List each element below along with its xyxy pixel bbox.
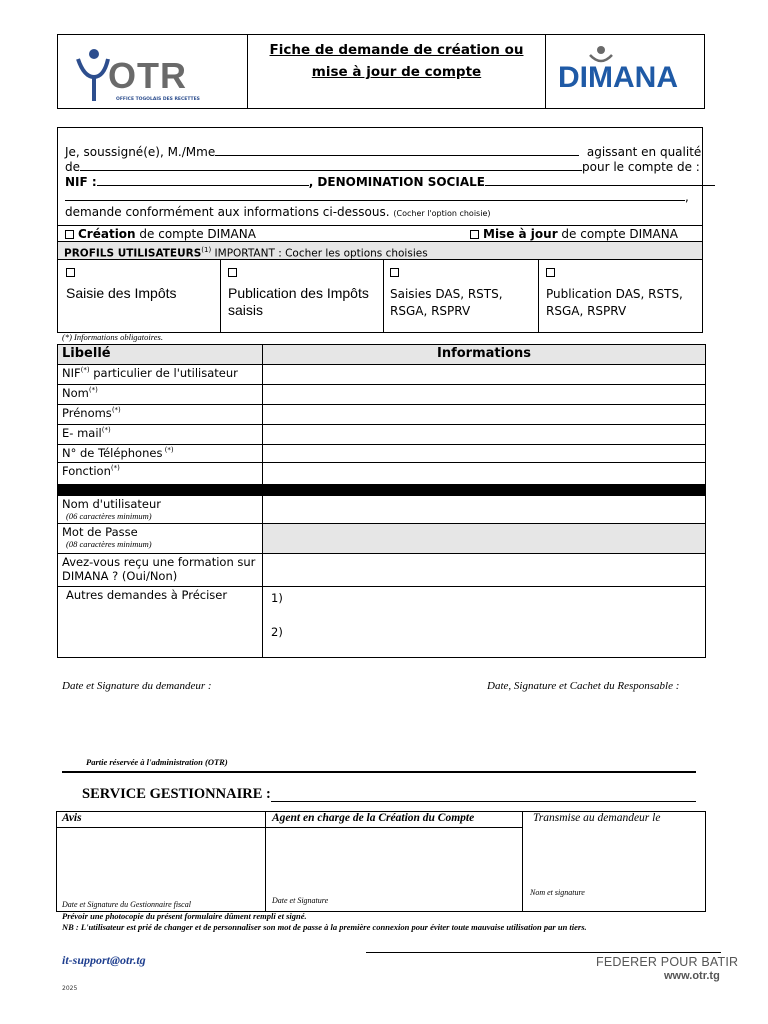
row-label-nif: NIF(*) particulier de l'utilisateur [58,365,263,385]
row-label-nom: Nom(*) [58,385,263,405]
denomination-label: , DENOMINATION SOCIALE [308,175,485,189]
profile-option-1[interactable] [66,262,216,301]
row-label-training: Avez-vous reçu une formation sur DIMANA ? (Oui/Non) [58,554,263,587]
profile-checkbox-3[interactable] [390,268,399,277]
other-item-2: 2) [271,625,283,639]
other-item-1: 1) [271,591,283,605]
profile-checkbox-2[interactable] [228,268,237,277]
admin-col3-header: Transmise au demandeur le [533,812,661,824]
table-row [58,445,706,463]
header-divider-right [545,35,546,108]
nif-label: NIF : [65,175,97,189]
line2-prefix: de [65,160,80,174]
other-input[interactable] [263,587,706,658]
profiles-bar-sup: (1) [201,246,212,254]
profile-option-3[interactable] [390,262,535,320]
declaration-box [57,127,703,333]
line1-prefix: Je, soussigné(e), M./Mme [65,145,216,159]
declaration-line5 [65,205,490,219]
update-bold: Mise à jour [483,227,558,241]
line5-text: demande conformément aux informations ci-dessous. [65,205,390,219]
line5-note: (Cocher l'option choisie) [393,209,491,218]
profile-sep-1 [220,260,221,332]
admin-col3-footer: Nom et signature [530,888,585,897]
admin-reserved-label: Partie réservée à l'administration (OTR) [86,757,228,767]
admin-col2-header: Agent en charge de la Création du Compte [272,812,475,824]
prenoms-input[interactable] [263,405,706,425]
service-label: SERVICE GESTIONNAIRE : [82,786,271,802]
admin-col2-footer: Date et Signature [272,896,329,905]
form-table [57,344,705,658]
nif-field[interactable] [97,185,309,186]
quality-field[interactable] [80,170,582,171]
name-field[interactable] [215,155,579,156]
password-input[interactable] [263,524,706,554]
update-checkbox[interactable] [470,230,479,239]
declaration-line3 [65,175,695,189]
profiles-bar [58,241,702,260]
declaration-line1 [65,145,702,159]
line1-suffix: agissant en qualité [586,145,702,159]
nom-input[interactable] [263,385,706,405]
line2-suffix: pour le compte de : [582,160,700,174]
table-row [58,405,706,425]
footer-website: www.otr.tg [664,970,720,982]
otr-logo-text: OTR [108,55,187,96]
nif-input[interactable] [263,365,706,385]
update-rest: de compte DIMANA [557,227,678,241]
otr-person-icon [74,47,110,103]
otr-logo-subtext: OFFICE TOGOLAIS DES RECETTES [116,97,200,102]
table-row [58,524,706,554]
title-line2: mise à jour de compte [311,64,482,80]
denomination-field[interactable] [485,185,715,186]
table-row [58,496,706,524]
options-divider [58,225,702,226]
profile-label-1: Saisie des Impôts [66,285,177,301]
col-info-header: Informations [263,345,706,365]
table-row [58,554,706,587]
title-line1: Fiche de demande de création ou [269,42,524,58]
profile-checkbox-1[interactable] [66,268,75,277]
footer-year: 2025 [62,985,78,992]
profile-label-2: Publication des Impôts saisis [228,285,369,318]
support-email-link[interactable]: it-support@otr.tg [62,953,146,967]
row-label-password: Mot de Passe (08 caractères minimum) [58,524,263,554]
profiles-bar-rest: IMPORTANT : Cocher les options choisies [211,247,428,260]
declaration-line4 [65,190,697,204]
admin-col-sep-2 [522,811,523,912]
profile-sep-2 [383,260,384,332]
fonction-input[interactable] [263,463,706,485]
admin-col1-header: Avis [62,812,82,824]
row-label-email: E- mail(*) [58,425,263,445]
row-label-prenoms: Prénoms(*) [58,405,263,425]
profile-sep-3 [538,260,539,332]
profile-option-2[interactable] [228,262,378,319]
responsible-signature-label: Date, Signature et Cachet du Responsable : [487,680,680,692]
admin-rule [62,771,696,773]
admin-note-2: NB : L'utilisateur est prié de changer et de personnaliser son mot de passe à la première connexion pour éviter toute mauvaise utilisation par un tiers. [62,922,587,932]
service-field[interactable] [271,801,696,802]
table-header-row [58,345,706,365]
footer-slogan: FEDERER POUR BATIR [596,955,739,969]
table-row [58,425,706,445]
creation-bold: Création [78,227,136,241]
admin-header-line [56,827,522,828]
table-row [58,365,706,385]
table-row [58,463,706,485]
table-row [58,587,706,658]
admin-col1-footer: Date et Signature du Gestionnaire fiscal [62,900,191,909]
row-label-phone: N° de Téléphones (*) [58,445,263,463]
mandatory-note: (*) Informations obligatoires. [62,332,163,342]
creation-rest: de compte DIMANA [135,227,256,241]
footer-rule [366,952,721,953]
email-input[interactable] [263,425,706,445]
profile-label-4: Publication DAS, RSTS, RSGA, RSPRV [546,287,683,318]
applicant-signature-label: Date et Signature du demandeur : [62,680,212,692]
profile-label-3: Saisies DAS, RSTS, RSGA, RSPRV [390,287,503,318]
black-separator-left [58,485,263,496]
black-separator-row [58,485,706,496]
admin-note-1: Prévoir une photocopie du présent formulaire dûment rempli et signé. [62,911,307,921]
page-title [248,39,545,83]
row-label-fonction: Fonction(*) [58,463,263,485]
profile-checkbox-4[interactable] [546,268,555,277]
creation-option[interactable] [65,227,256,241]
update-option[interactable] [470,227,678,241]
table-row [58,385,706,405]
phone-input[interactable] [263,445,706,463]
dimana-logo-text: DIMANA [558,61,678,94]
declaration-line2 [65,160,700,174]
col-label-header: Libellé [58,345,263,365]
black-separator-right [263,485,706,496]
username-input[interactable] [263,496,706,524]
row-label-other: Autres demandes à Préciser [58,587,263,658]
profiles-bar-bold: PROFILS UTILISATEURS [64,247,202,260]
row-label-username: Nom d'utilisateur (06 caractères minimum) [58,496,263,524]
training-input[interactable] [263,554,706,587]
admin-table [56,811,706,912]
header-box [57,34,705,109]
dimana-logo [558,43,698,103]
line4-suffix: , [685,190,689,204]
creation-checkbox[interactable] [65,230,74,239]
profiles-grid [58,260,702,332]
extra-field[interactable] [65,200,685,201]
otr-logo [72,45,242,105]
profile-option-4[interactable] [546,262,696,320]
